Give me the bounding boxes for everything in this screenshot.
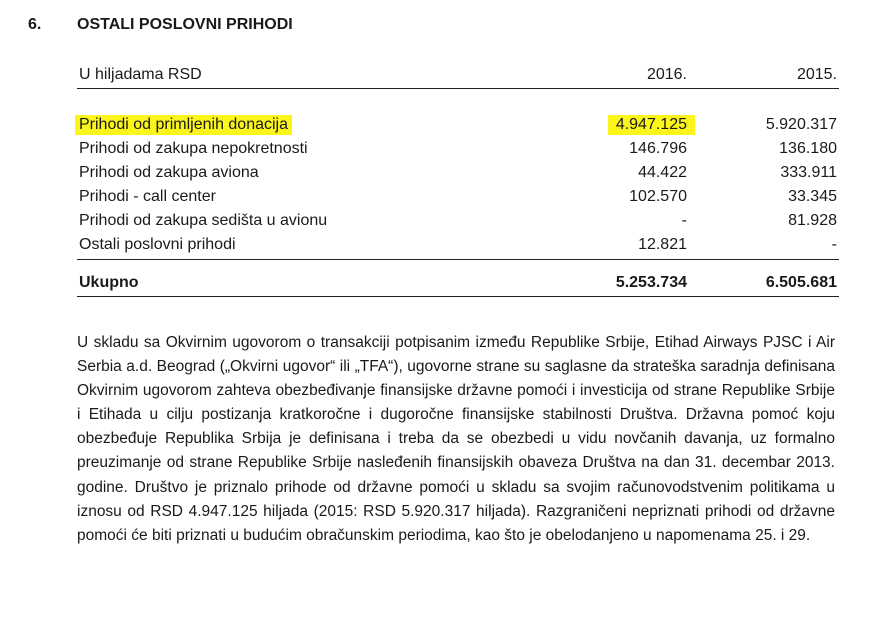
row-value-2016: 4.947.125 bbox=[608, 113, 695, 137]
table-row bbox=[77, 137, 839, 161]
explanatory-paragraph: U skladu sa Okvirnim ugovorom o transakciji potpisanim između Republike Srbije, Etihad Airways PJSC i Air Serbia a.d. Beograd („Okvirni ugovor“ ili „TFA“), ugovorne strane su saglasne da strateška saradnja definisana Okvirnim ugovorom zahteva obezbeđivanje finansijske državne pomoći i investicija od strane Republike Srbije i Etihada u cilju postizanja kratkoročne i dugoročne finansijske stabilnosti Društva. Državna pomoć koju obezbeđuje Republika Srbija je definisana i treba da se obezbedi u vidu novčanih davanja, uz formalno preuzimanje od strane Republike Srbije nasleđenih finansijskih obaveza Društva na dan 31. decembar 2013. godine. Društvo je priznalo prihode od državne pomoći u skladu sa svojim računovodstvenim politikama u iznosu od RSD 4.947.125 hiljada (2015: RSD 5.920.317 hiljada). Razgraničeni nepriznati prihodi od državne pomoći će biti priznati u budućim obračunskim periodima, kao što je obelodanjeno u napomenama 25. i 29. bbox=[77, 334, 835, 544]
total-value-2016: 5.253.734 bbox=[615, 274, 687, 291]
table-row-donations bbox=[77, 113, 839, 137]
row-value-2016: - bbox=[681, 212, 687, 229]
row-value-2016: 44.422 bbox=[638, 164, 687, 181]
table-total-row bbox=[77, 270, 839, 297]
unit-label: U hiljadama RSD bbox=[79, 66, 202, 83]
total-label: Ukupno bbox=[79, 274, 139, 291]
column-header-2016: 2016. bbox=[646, 66, 687, 83]
column-header-2015: 2015. bbox=[796, 66, 837, 83]
row-label: Prihodi od primljenih donacija bbox=[75, 113, 292, 137]
row-label: Prihodi od zakupa aviona bbox=[79, 164, 259, 181]
row-label: Prihodi od zakupa nepokretnosti bbox=[79, 140, 308, 157]
table-header-row bbox=[77, 62, 839, 89]
row-value-2015: 333.911 bbox=[780, 164, 837, 181]
row-value-2015: - bbox=[831, 236, 837, 253]
row-value-2016: 12.821 bbox=[638, 236, 687, 253]
row-value-2015: 5.920.317 bbox=[765, 116, 837, 133]
table-row bbox=[77, 161, 839, 185]
row-value-2015: 81.928 bbox=[788, 212, 837, 229]
income-table bbox=[77, 62, 839, 297]
row-value-2015: 136.180 bbox=[779, 140, 837, 157]
row-label: Prihodi od zakupa sedišta u avionu bbox=[79, 212, 328, 229]
row-value-2015: 33.345 bbox=[788, 188, 837, 205]
table-row bbox=[77, 233, 839, 260]
table-row bbox=[77, 209, 839, 233]
row-label: Prihodi - call center bbox=[79, 188, 216, 205]
total-value-2015: 6.505.681 bbox=[765, 274, 837, 291]
table-row bbox=[77, 185, 839, 209]
section-title: OSTALI POSLOVNI PRIHODI bbox=[77, 16, 293, 33]
section-heading bbox=[0, 16, 882, 38]
row-value-2016: 102.570 bbox=[629, 188, 687, 205]
section-number: 6. bbox=[28, 16, 42, 33]
row-label: Ostali poslovni prihodi bbox=[79, 236, 236, 253]
row-value-2016: 146.796 bbox=[629, 140, 687, 157]
